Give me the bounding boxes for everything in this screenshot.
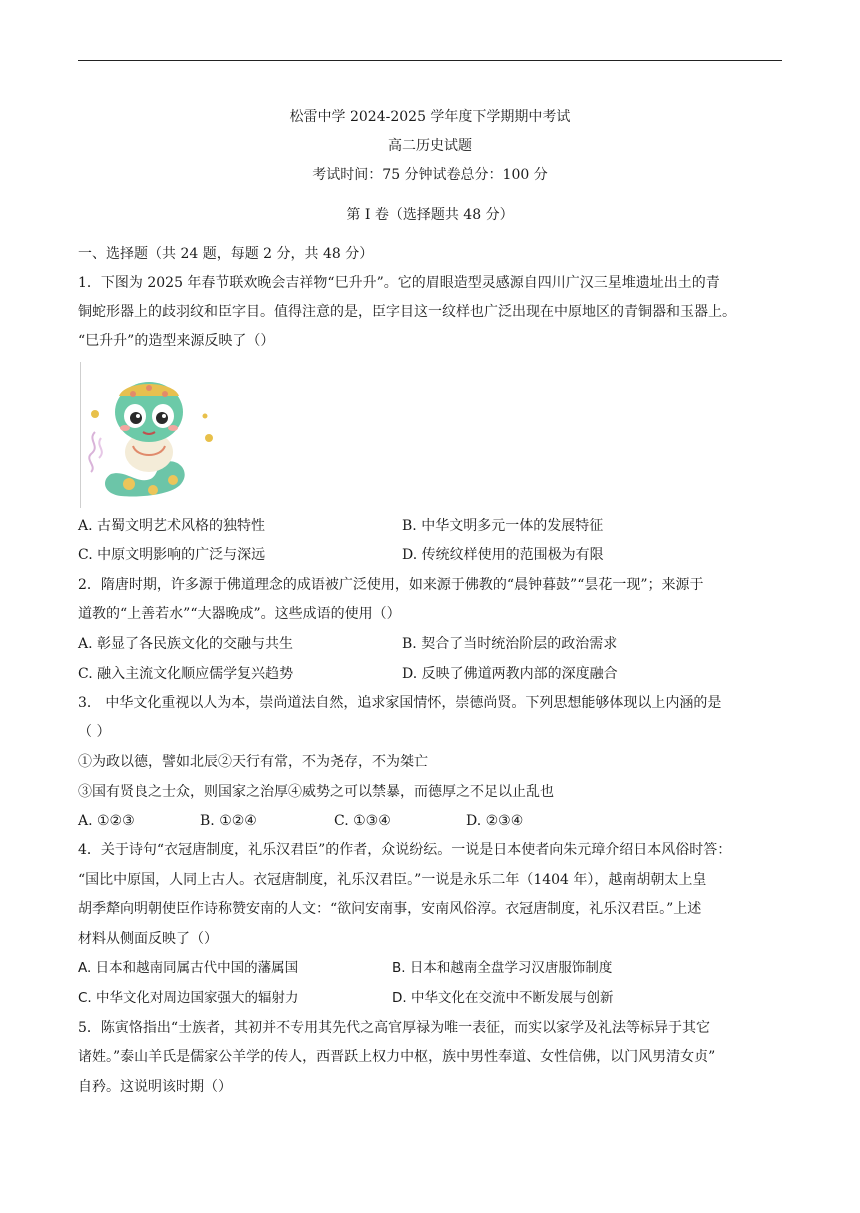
q1-line-3: “巳升升”的造型来源反映了（） bbox=[78, 333, 275, 349]
q2-line-1: 2．隋唐时期，许多源于佛道理念的成语被广泛使用，如来源于佛教的“晨钟暮鼓”“昙花一现”；来源于 bbox=[78, 577, 704, 593]
q1-option-d: D. 传统纹样使用的范围极为有限 bbox=[402, 547, 604, 563]
q4-line-2: “国比中原国，人同上古人。衣冠唐制度，礼乐汉君臣。”一说是永乐二年（1404 年），越南胡朝太上皇 bbox=[78, 872, 707, 888]
snake-mascot-illustration bbox=[81, 362, 224, 508]
q4-option-a: A. 日本和越南同属古代中国的藩属国 bbox=[78, 960, 299, 976]
exam-info: 考试时间：75 分钟试卷总分：100 分 bbox=[312, 167, 548, 183]
q4-line-1: 4．关于诗句“衣冠唐制度，礼乐汉君臣”的作者，众说纷纭。一说是日本使者向朱元璋介绍日本风俗时答： bbox=[78, 842, 732, 858]
exam-title: 松雷中学 2024-2025 学年度下学期期中考试 bbox=[289, 109, 571, 125]
q3-option-d: D. ②③④ bbox=[466, 813, 524, 829]
q1-line-2: 铜蛇形器上的歧羽纹和臣字目。值得注意的是，臣字目这一纹样也广泛出现在中原地区的青铜器和玉器上。 bbox=[78, 304, 736, 320]
q3-line-2: （ ） bbox=[78, 724, 111, 740]
q3-option-c: C. ①③④ bbox=[334, 813, 391, 829]
q5-line-2: 诸姓。”泰山羊氏是儒家公羊学的传人，西晋跃上权力中枢，族中男性奉道、女性信佛，以门风男清女贞” bbox=[78, 1049, 716, 1065]
q2-option-d: D. 反映了佛道两教内部的深度融合 bbox=[402, 666, 618, 682]
q2-option-c: C. 融入主流文化顺应儒学复兴趋势 bbox=[78, 666, 294, 682]
q1-option-a: A. 古蜀文明艺术风格的独特性 bbox=[78, 518, 266, 534]
q3-line-1: 3． 中华文化重视以人为本，崇尚道法自然，追求家国情怀，崇德尚贤。下列思想能够体现以上内涵的是 bbox=[78, 695, 722, 711]
q4-option-c: C. 中华文化对周边国家强大的辐射力 bbox=[78, 990, 299, 1006]
q1-line-1: 1．下图为 2025 年春节联欢晚会吉祥物“巳升升”。它的眉眼造型灵感源自四川广汉三星堆遗址出土的青 bbox=[78, 275, 720, 291]
q4-option-d: D. 中华文化在交流中不断发展与创新 bbox=[392, 990, 614, 1006]
q1-option-b: B. 中华文明多元一体的发展特征 bbox=[402, 518, 604, 534]
q3-line-3: ①为政以德，譬如北辰②天行有常，不为尧存，不为桀亡 bbox=[78, 754, 428, 770]
q4-option-b: B. 日本和越南全盘学习汉唐服饰制度 bbox=[392, 960, 613, 976]
q2-option-b: B. 契合了当时统治阶层的政治需求 bbox=[402, 636, 618, 652]
q5-line-3: 自矜。这说明该时期（） bbox=[78, 1079, 232, 1095]
q3-option-b: B. ①②④ bbox=[200, 813, 257, 829]
q3-line-4: ③国有贤良之士众，则国家之治厚④威势之可以禁暴，而德厚之不足以止乱也 bbox=[78, 784, 554, 800]
q2-option-a: A. 彰显了各民族文化的交融与共生 bbox=[78, 636, 294, 652]
q4-line-3: 胡季犛向明朝使臣作诗称赞安南的人文：“欲问安南事，安南风俗淳。衣冠唐制度，礼乐汉君臣。”上述 bbox=[78, 901, 702, 917]
q5-line-1: 5．陈寅恪指出“士族者，其初并不专用其先代之高官厚禄为唯一表征，而实以家学及礼法等标异于其它 bbox=[78, 1020, 711, 1036]
section-heading: 一、选择题（共 24 题，每题 2 分，共 48 分） bbox=[78, 246, 374, 262]
mascot-image bbox=[80, 362, 224, 508]
q2-line-2: 道教的“上善若水”“大器晚成”。这些成语的使用（） bbox=[78, 606, 401, 622]
q4-line-4: 材料从侧面反映了（） bbox=[78, 931, 218, 947]
top-rule bbox=[78, 60, 782, 61]
part-title: 第 I 卷（选择题共 48 分） bbox=[346, 207, 514, 223]
exam-subject: 高二历史试题 bbox=[388, 138, 472, 154]
q1-option-c: C. 中原文明影响的广泛与深远 bbox=[78, 547, 266, 563]
q3-option-a: A. ①②③ bbox=[78, 813, 135, 829]
